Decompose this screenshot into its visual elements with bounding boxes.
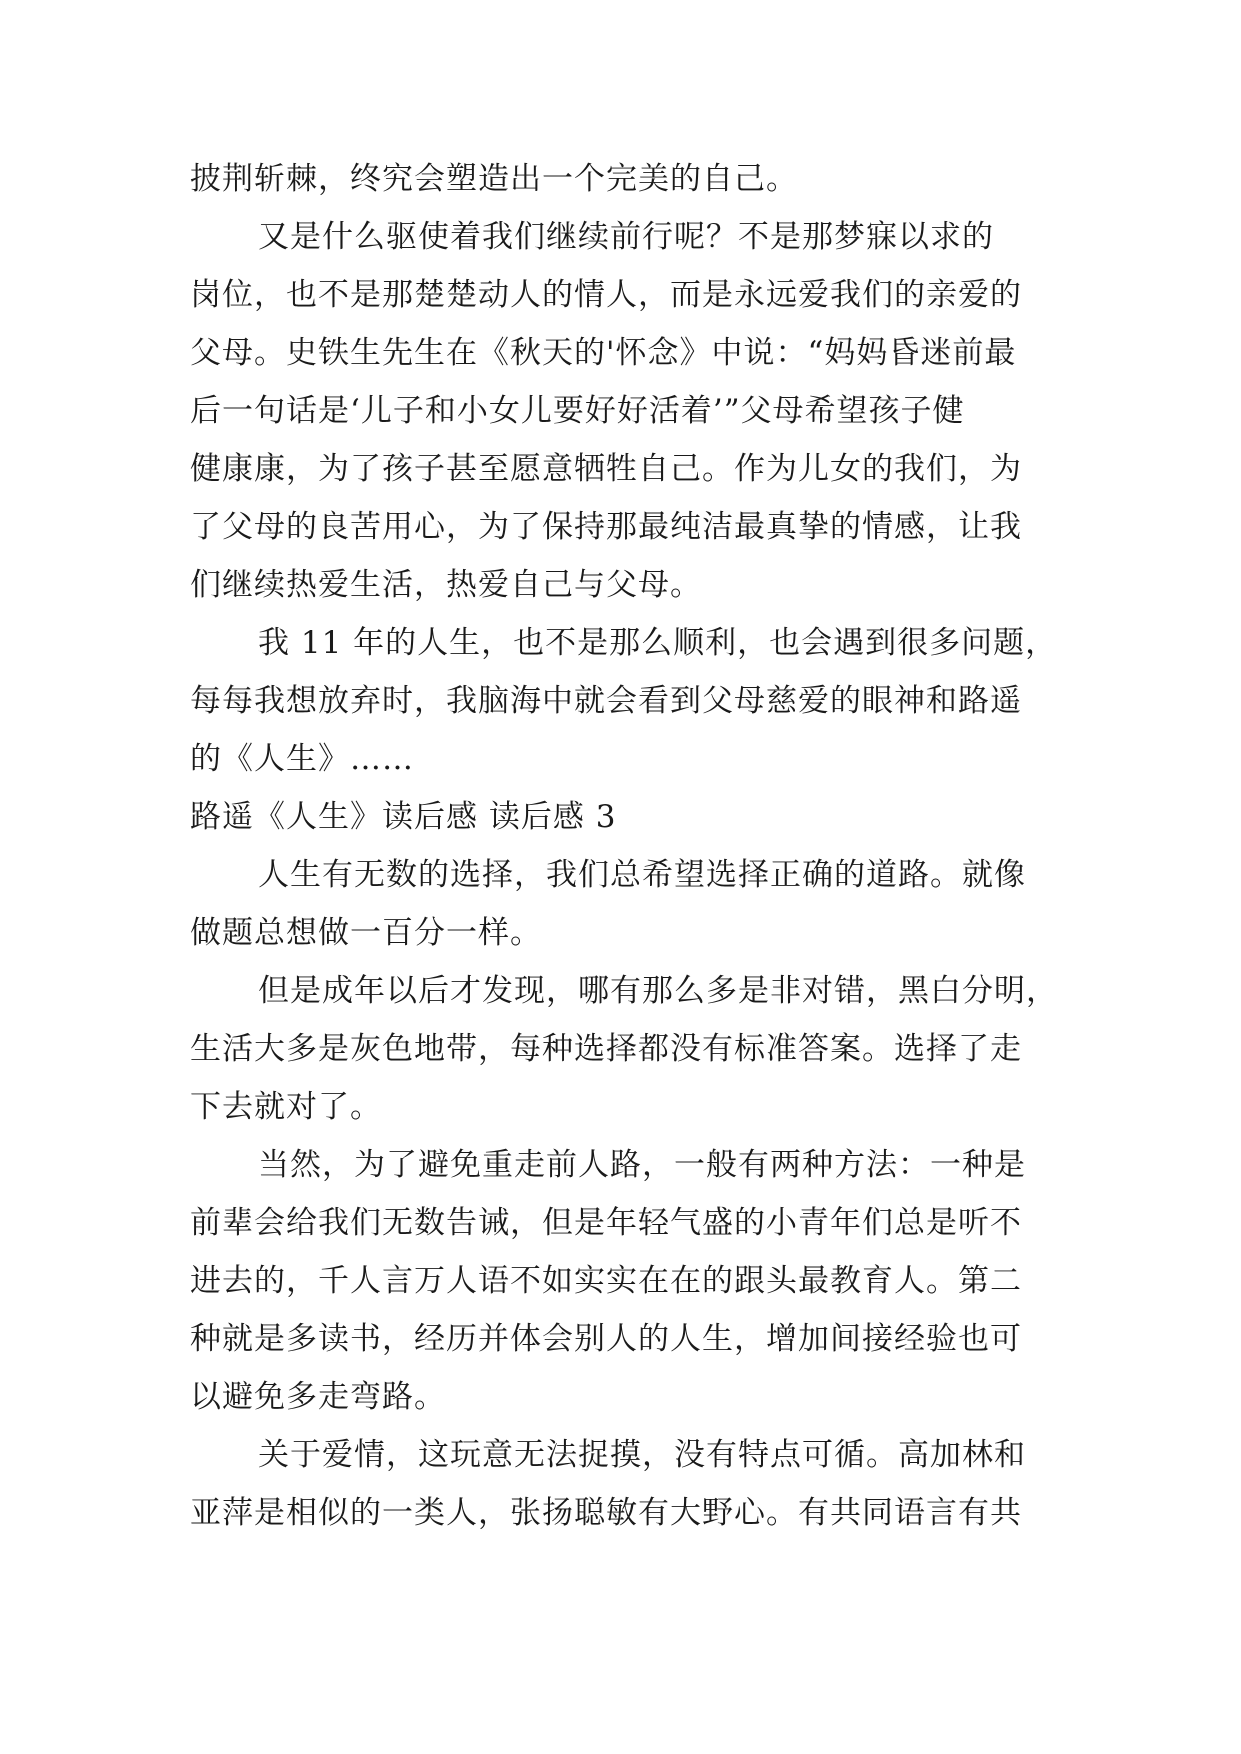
- paragraph-line: 后一句话是‘儿子和小女儿要好好活着’”父母希望孩子健: [190, 393, 965, 429]
- paragraph-line: 下去就对了。: [190, 1089, 382, 1125]
- paragraph-line: 以避免多走弯路。: [190, 1379, 446, 1415]
- paragraph-line: 进去的，千人言万人语不如实实在在的跟头最教育人。第二: [190, 1263, 1022, 1299]
- document-page: [190, 150, 1070, 1542]
- paragraph-line: 种就是多读书，经历并体会别人的人生，增加间接经验也可: [190, 1321, 1022, 1357]
- paragraph-line: 又是什么驱使着我们继续前行呢？不是那梦寐以求的: [258, 219, 994, 255]
- paragraph-line: 关于爱情，这玩意无法捉摸，没有特点可循。高加林和: [258, 1437, 1026, 1473]
- paragraph-line: 但是成年以后才发现，哪有那么多是非对错，黑白分明，: [258, 973, 1058, 1009]
- paragraph-line: 的《人生》……: [190, 741, 414, 777]
- paragraph-line: 生活大多是灰色地带，每种选择都没有标准答案。选择了走: [190, 1031, 1022, 1067]
- paragraph-line: 每每我想放弃时，我脑海中就会看到父母慈爱的眼神和路遥: [190, 683, 1022, 719]
- paragraph-line: 亚萍是相似的一类人，张扬聪敏有大野心。有共同语言有共: [190, 1495, 1022, 1531]
- paragraph-line: 做题总想做一百分一样。: [190, 915, 542, 951]
- paragraph-line: 了父母的良苦用心，为了保持那最纯洁最真挚的情感，让我: [190, 509, 1022, 545]
- paragraph-line: 岗位，也不是那楚楚动人的情人，而是永远爱我们的亲爱的: [190, 277, 1022, 313]
- paragraph-line: 当然，为了避免重走前人路，一般有两种方法：一种是: [258, 1147, 1026, 1183]
- paragraph-line: 前辈会给我们无数告诫，但是年轻气盛的小青年们总是听不: [190, 1205, 1022, 1241]
- paragraph-line: 父母。史铁生先生在《秋天的'怀念》中说：“妈妈昏迷前最: [190, 335, 1017, 371]
- paragraph-line: 们继续热爱生活，热爱自己与父母。: [190, 567, 702, 603]
- paragraph-line: 健康康，为了孩子甚至愿意牺牲自己。作为儿女的我们，为: [190, 451, 1022, 487]
- paragraph-line: 我 11 年的人生，也不是那么顺利，也会遇到很多问题，: [258, 625, 1058, 661]
- paragraph-line: 披荆斩棘，终究会塑造出一个完美的自己。: [190, 161, 798, 197]
- section-heading: 路遥《人生》读后感 读后感 3: [190, 799, 617, 835]
- paragraph-line: 人生有无数的选择，我们总希望选择正确的道路。就像: [258, 857, 1026, 893]
